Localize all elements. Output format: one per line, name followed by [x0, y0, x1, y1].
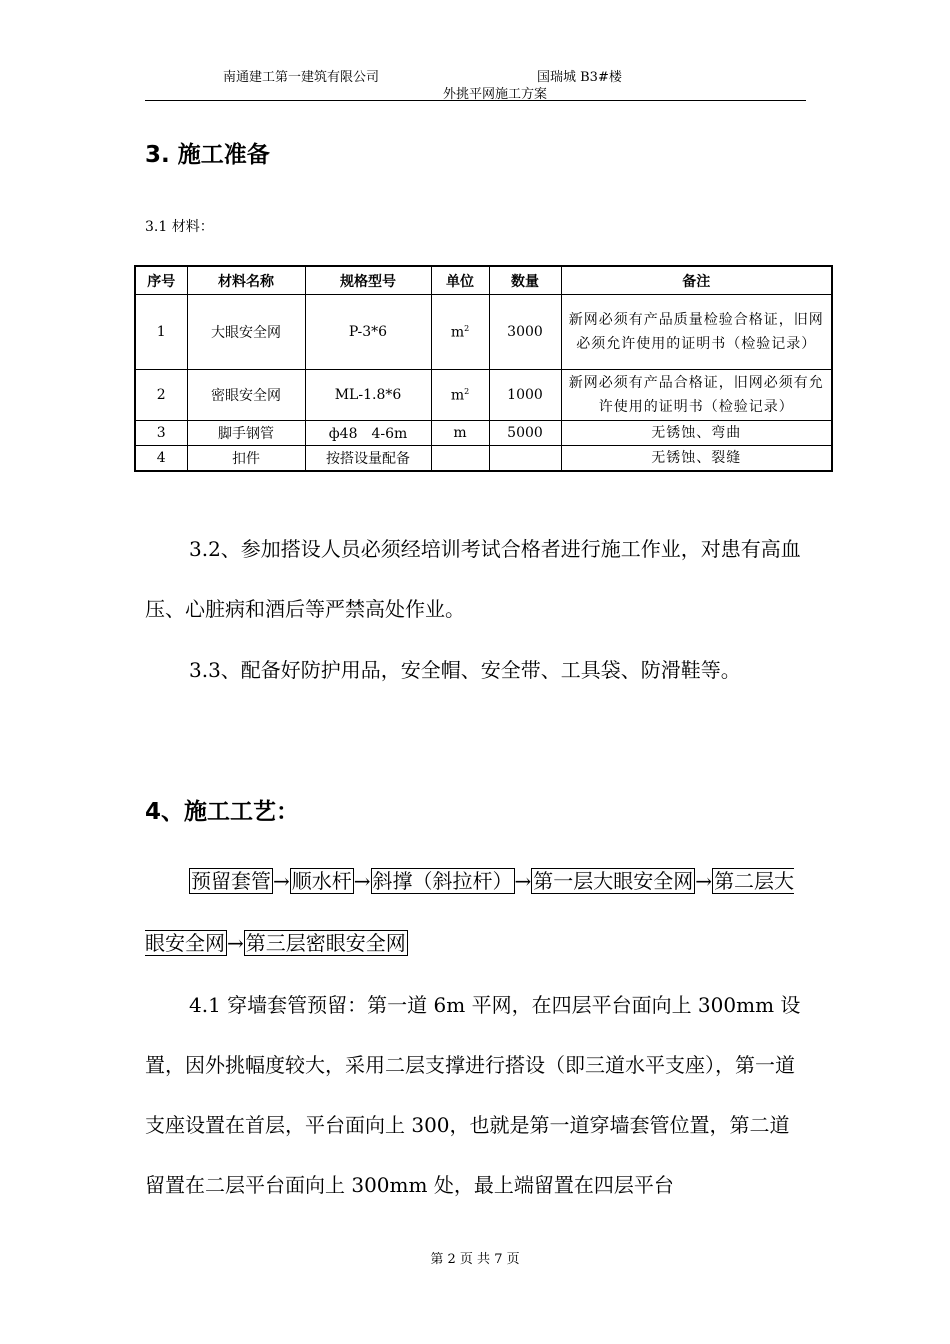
unit-superscript: 2	[464, 323, 470, 333]
paragraph-4-1	[145, 975, 807, 1215]
cell-spec: 按搭设量配备	[305, 446, 431, 472]
cell-note: 新网必须有产品合格证，旧网必须有允许使用的证明书（检验记录）	[561, 370, 832, 421]
section-4-title: 4、施工工艺：	[145, 799, 300, 825]
cell-no: 2	[135, 370, 187, 421]
header-doc-title: 外挑平网施工方案	[443, 87, 548, 102]
header-company: 南通建工第一建筑有限公司	[223, 70, 380, 85]
header-project: 国瑞城 B3#楼	[537, 70, 622, 85]
cell-unit: m	[431, 421, 489, 446]
paragraph-3-3: 3.3、配备好防护用品，安全帽、安全带、工具袋、防滑鞋等。	[189, 658, 741, 682]
cell-qty: 5000	[489, 421, 561, 446]
cell-spec: ML-1.8*6	[305, 370, 431, 421]
flow-arrow: →	[353, 869, 371, 893]
cell-note: 无锈蚀、弯曲	[561, 421, 832, 446]
cell-name: 密眼安全网	[187, 370, 305, 421]
paragraph-3-2	[145, 519, 807, 639]
table-row	[135, 295, 832, 370]
cell-no: 4	[135, 446, 187, 472]
cell-unit	[431, 446, 489, 472]
flow-step-6: 第三层密眼安全网	[245, 931, 406, 955]
flow-step-2: 顺水杆	[291, 869, 352, 893]
cell-note: 新网必须有产品质量检验合格证，旧网必须允许使用的证明书（检验记录）	[561, 295, 832, 370]
col-header-unit: 单位	[431, 266, 489, 295]
unit-superscript: 2	[464, 386, 470, 396]
page-header	[145, 66, 806, 101]
cell-qty: 3000	[489, 295, 561, 370]
flow-arrow: →	[273, 869, 290, 893]
cell-note: 无锈蚀、裂缝	[561, 446, 832, 472]
paragraph-4-1-text: 4.1 穿墙套管预留：第一道 6m 平网，在四层平台面向上 300mm 设置，因外挑幅度较大，采用二层支撑进行搭设（即三道水平支座），第一道支座设置在首层，平台面向上 300，也就是第一道穿墙套管位置，第二道留置在二层平台面向上 300mm 处，最上端留置在四层平台	[145, 993, 801, 1197]
cell-unit	[431, 295, 489, 370]
flow-arrow: →	[514, 869, 532, 893]
cell-name: 大眼安全网	[187, 295, 305, 370]
col-header-note: 备注	[561, 266, 832, 295]
section-3-1-subtitle: 3.1 材料：	[145, 219, 214, 235]
flow-arrow: →	[695, 869, 713, 893]
col-header-spec: 规格型号	[305, 266, 431, 295]
flow-arrow: →	[227, 931, 244, 955]
cell-spec: P-3*6	[305, 295, 431, 370]
flow-step-3: 斜撑（斜拉杆）	[372, 869, 513, 893]
cell-name: 扣件	[187, 446, 305, 472]
flow-step-5: 第二层大眼安全网	[145, 869, 795, 955]
materials-table	[134, 265, 833, 472]
cell-name: 脚手钢管	[187, 421, 305, 446]
unit-text: m	[450, 387, 465, 404]
flow-step-1: 预留套管	[191, 869, 271, 893]
table-row	[135, 446, 832, 472]
page-footer: 第 2 页 共 7 页	[430, 1252, 520, 1267]
cell-no: 3	[135, 421, 187, 446]
paragraph-3-2-text: 3.2、参加搭设人员必须经培训考试合格者进行施工作业，对患有高血压、心脏病和酒后等严禁高处作业。	[145, 537, 801, 621]
cell-qty	[489, 446, 561, 472]
table-header-row	[135, 266, 832, 295]
table-row	[135, 370, 832, 421]
cell-no: 1	[135, 295, 187, 370]
col-header-name: 材料名称	[187, 266, 305, 295]
cell-spec: ф48 4-6m	[305, 421, 431, 446]
unit-text: m	[450, 324, 465, 341]
process-flow	[145, 850, 807, 974]
cell-qty: 1000	[489, 370, 561, 421]
table-row	[135, 421, 832, 446]
cell-unit	[431, 370, 489, 421]
section-3-title: 3. 施工准备	[145, 142, 270, 168]
flow-step-4: 第一层大眼安全网	[533, 869, 694, 893]
col-header-qty: 数量	[489, 266, 561, 295]
col-header-no: 序号	[135, 266, 187, 295]
